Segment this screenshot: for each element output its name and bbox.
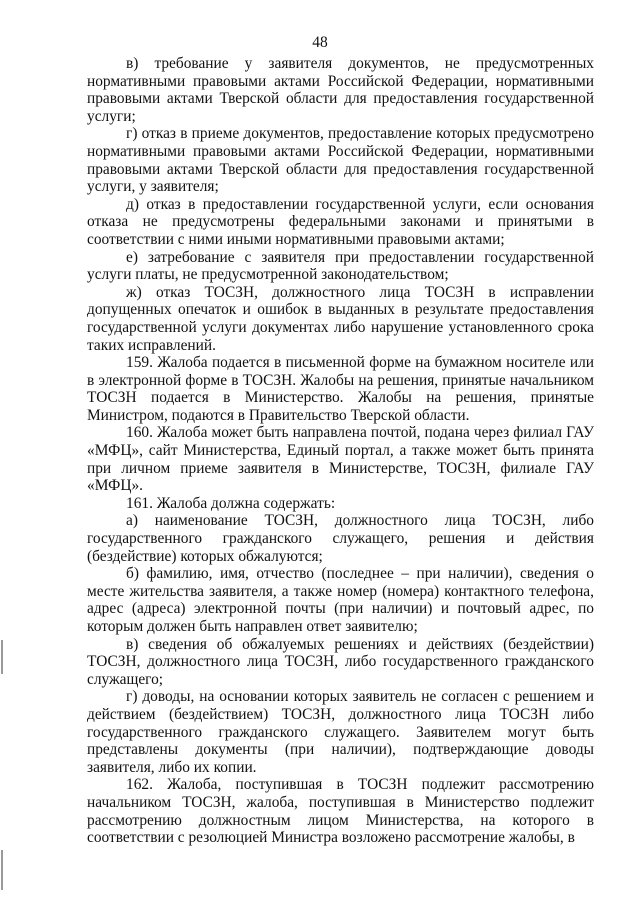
scan-edge-mark [1, 850, 3, 890]
paragraph-161-g: г) доводы, на основании которых заявитель не согласен с решением и действием (бездействием) ТОСЗН, должностного лица ТОСЗН либо государственного гражданского служащего. Заявителем могут быть представлены документы (при наличии), подтверждающие доводы заявителя, либо их копии. [87, 688, 594, 776]
document-body [87, 55, 594, 847]
paragraph-item-d: д) отказ в предоставлении государственной услуги, если основания отказа не предусмотрены федеральными законами и принятыми в соответствии с ними иными нормативными правовыми актами; [87, 195, 594, 248]
paragraph-159: 159. Жалоба подается в письменной форме на бумажном носителе или в электронной форме в ТОСЗН. Жалобы на решения, принятые начальником ТОСЗН подается в Министерство. Жалобы на решения, принятые Министром, подаются в Правительство Тверской области. [87, 354, 594, 424]
scan-edge-mark [1, 640, 3, 674]
paragraph-161-v: в) сведения об обжалуемых решениях и действиях (бездействии) ТОСЗН, должностного лица ТОСЗН, либо государственного гражданского служащего; [87, 635, 594, 688]
paragraph-161-a: а) наименование ТОСЗН, должностного лица ТОСЗН, либо государственного гражданского служащего, решения и действия (бездействие) которых обжалуются; [87, 512, 594, 565]
paragraph-item-e: е) затребование с заявителя при предоставлении государственной услуги платы, не предусмотренной законодательством; [87, 248, 594, 284]
paragraph-161: 161. Жалоба должна содержать: [126, 494, 336, 512]
paragraph-item-g: г) отказ в приеме документов, предоставление которых предусмотрено нормативными правовыми актами Российской Федерации, нормативными правовыми актами Тверской области для предоставления государственной услуги, у заявителя; [87, 125, 594, 196]
paragraph-160: 160. Жалоба может быть направлена почтой, подана через филиал ГАУ «МФЦ», сайт Министерства, Единый портал, а также может быть принята при личном приеме заявителя в Министерстве, ТОСЗН, филиале ГАУ «МФЦ». [87, 424, 594, 495]
paragraph-item-v: в) требование у заявителя документов, не предусмотренных нормативными правовыми актами Российской Федерации, нормативными правовыми актами Тверской области для предоставления государственной услуги; [87, 55, 594, 125]
page-number: 48 [312, 34, 328, 51]
paragraph-161-b: б) фамилию, имя, отчество (последнее – при наличии), сведения о месте жительства заявителя, а также номер (номера) контактного телефона, адрес (адреса) электронной почты (при наличии) и почтовый адрес, по которым должен быть направлен ответ заявителю; [87, 565, 594, 635]
paragraph-item-zh: ж) отказ ТОСЗН, должностного лица ТОСЗН в исправлении допущенных опечаток и ошибок в выданных в результате предоставления государственной услуги документах либо нарушение установленного срока таких исправлений. [87, 283, 594, 354]
paragraph-162: 162. Жалоба, поступившая в ТОСЗН подлежит рассмотрению начальником ТОСЗН, жалоба, поступившая в Министерство подлежит рассмотрению должностным лицом Министерства, на которого в соответствии с резолюцией Министра возложено рассмотрение жалобы, в [87, 776, 594, 847]
